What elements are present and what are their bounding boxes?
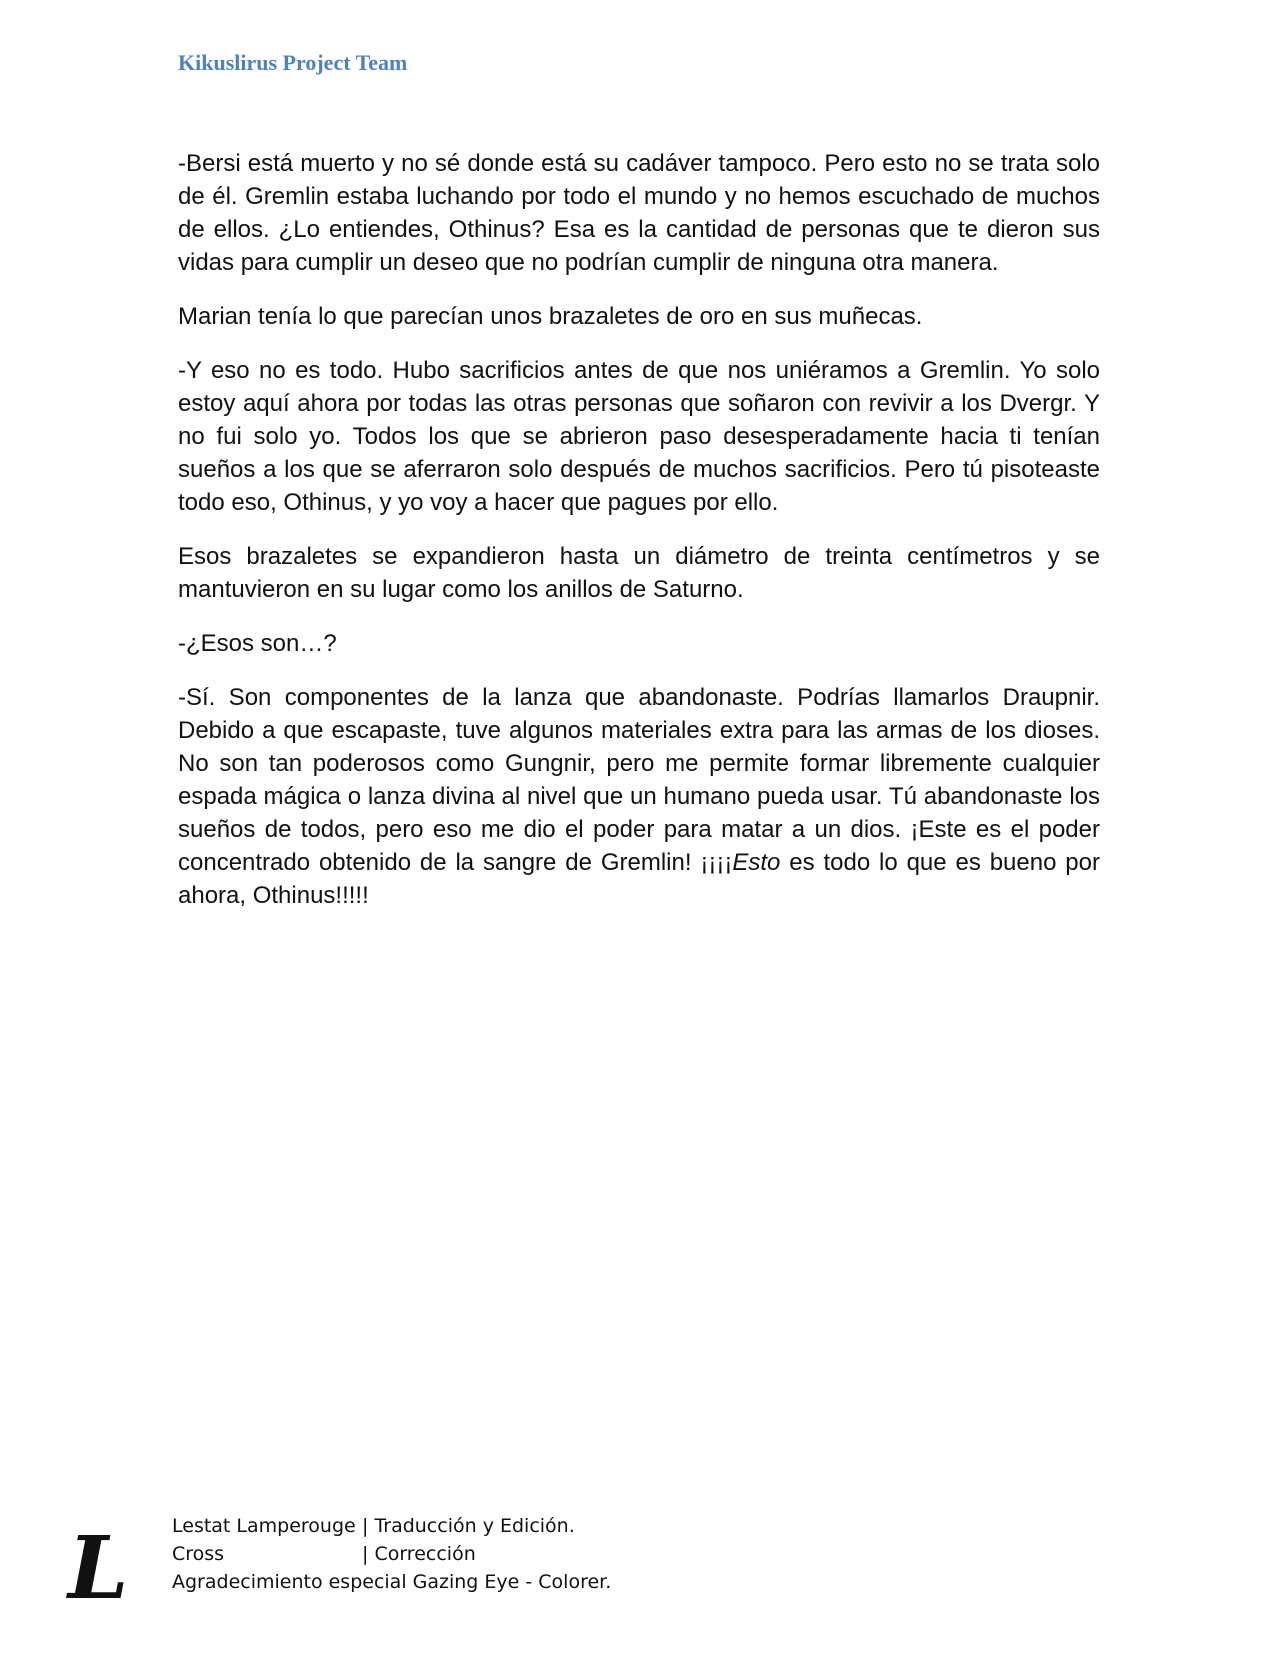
credit-role: | Traducción y Edición.: [362, 1515, 575, 1537]
team-logo: L: [68, 1518, 129, 1619]
credit-name: Lestat Lamperouge: [172, 1515, 356, 1537]
page-header-title: Kikuslirus Project Team: [178, 50, 408, 75]
credit-name: Cross: [172, 1543, 225, 1565]
page-footer: [68, 1512, 668, 1622]
credit-row: [172, 1512, 611, 1540]
credit-thanks: Agradecimiento especial Gazing Eye - Colorer.: [172, 1571, 612, 1593]
emphasized-text: Esto: [732, 849, 781, 876]
paragraph-last: [178, 681, 1100, 912]
credit-role: | Corrección: [362, 1543, 476, 1565]
paragraph: Marian tenía lo que parecían unos brazaletes de oro en sus muñecas.: [178, 303, 923, 330]
paragraph: -Bersi está muerto y no sé donde está su cadáver tampoco. Pero esto no se trata solo de él. Gremlin estaba luchando por todo el mundo y no hemos escuchado de muchos de ellos. ¿Lo entiendes, Othinus? Esa es la cantidad de personas que te dieron sus vidas para cumplir un deseo que no podrían cumplir de ninguna otra manera.: [178, 150, 1100, 276]
document-body: [178, 147, 1100, 933]
credits-block: [172, 1512, 611, 1596]
paragraph: -Y eso no es todo. Hubo sacrificios antes de que nos uniéramos a Gremlin. Yo solo estoy aquí ahora por todas las otras personas que soñaron con revivir a los Dvergr. Y no fui solo yo. Todos los que se abrieron paso desesperadamente hacia ti tenían sueños a los que se aferraron solo después de muchos sacrificios. Pero tú pisoteaste todo eso, Othinus, y yo voy a hacer que pagues por ello.: [178, 357, 1100, 516]
paragraph: Esos brazaletes se expandieron hasta un diámetro de treinta centímetros y se mantuvieron en su lugar como los anillos de Saturno.: [178, 543, 1100, 603]
paragraph-text: es todo lo que es bueno por ahora, Othinus!!!!!: [178, 849, 1100, 909]
paragraph: -¿Esos son…?: [178, 630, 337, 657]
paragraph-text: -Sí. Son componentes de la lanza que abandonaste. Podrías llamarlos Draupnir. Debido a que escapaste, tuve algunos materiales extra para las armas de los dioses. No son tan poderosos como Gungnir, pero me permite formar libremente cualquier espada mágica o lanza divina al nivel que un humano pueda usar. Tú abandonaste los sueños de todos, pero eso me dio el poder para matar a un dios. ¡Este es el poder concentrado obtenido de la sangre de Gremlin! ¡¡¡¡: [178, 684, 1100, 876]
credit-row: [172, 1540, 611, 1568]
